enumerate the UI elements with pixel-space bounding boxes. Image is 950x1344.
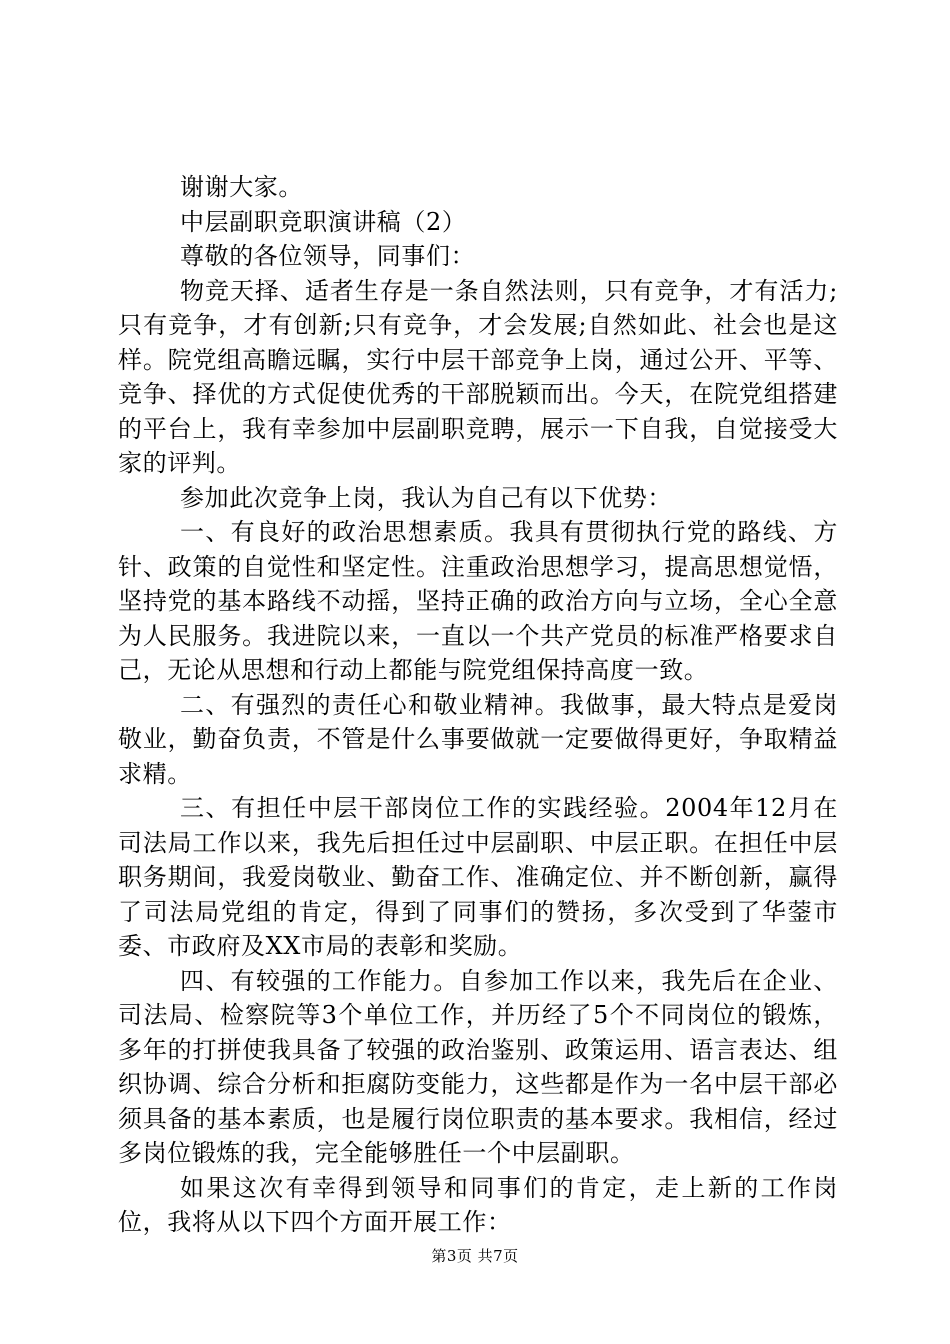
paragraph-plan-lead: 如果这次有幸得到领导和同事们的肯定，走上新的工作岗位，我将从以下四个方面开展工作： xyxy=(118,1173,838,1236)
salutation: 尊敬的各位领导，同事们： xyxy=(180,242,476,270)
paragraph-advantage-4: 四、有较强的工作能力。自参加工作以来，我先后在企业、司法局、检察院等3个单位工作，并历经了5个不同岗位的锻炼，多年的打拼使我具备了较强的政治鉴别、政策运用、语言表达、组织协调、综合分析和拒腐防变能力，这些都是作为一名中层干部必须具备的基本素质，也是履行岗位职责的基本要求。我相信，经过多岗位锻炼的我，完全能够胜任一个中层副职。 xyxy=(118,966,838,1167)
page-number: 第3页 共7页 xyxy=(431,1247,519,1265)
paragraph-advantage-2: 二、有强烈的责任心和敬业精神。我做事，最大特点是爱岗敬业，勤奋负责，不管是什么事要做就一定要做得更好，争取精益求精。 xyxy=(118,690,838,788)
speech-title: 中层副职竞职演讲稿（2） xyxy=(180,207,467,236)
document-body xyxy=(118,170,838,1240)
paragraph-advantage-3: 三、有担任中层干部岗位工作的实践经验。2004年12月在司法局工作以来，我先后担任过中层副职、中层正职。在担任中层职务期间，我爱岗敬业、勤奋工作、准确定位、并不断创新，赢得了司法局党组的肯定，得到了同事们的赞扬，多次受到了华蓥市委、市政府及XX市局的表彰和奖励。 xyxy=(118,794,838,960)
paragraph-advantage-1: 一、有良好的政治思想素质。我具有贯彻执行党的路线、方针、政策的自觉性和坚定性。注重政治思想学习，提高思想觉悟，坚持党的基本路线不动摇，坚持正确的政治方向与立场，全心全意为人民服务。我进院以来，一直以一个共产党员的标准严格要求自己，无论从思想和行动上都能与院党组保持高度一致。 xyxy=(118,518,838,684)
paragraph-closing: 谢谢大家。 xyxy=(180,173,303,201)
paragraph-intro: 物竞天择、适者生存是一条自然法则，只有竞争，才有活力;只有竞争，才有创新;只有竞争，才会发展;自然如此、社会也是这样。院党组高瞻远瞩，实行中层干部竞争上岗，通过公开、平等、竞争、择优的方式促使优秀的干部脱颖而出。今天，在院党组搭建的平台上，我有幸参加中层副职竞聘，展示一下自我，自觉接受大家的评判。 xyxy=(118,276,838,477)
paragraph-advantages-lead: 参加此次竞争上岗，我认为自己有以下优势： xyxy=(180,483,672,512)
